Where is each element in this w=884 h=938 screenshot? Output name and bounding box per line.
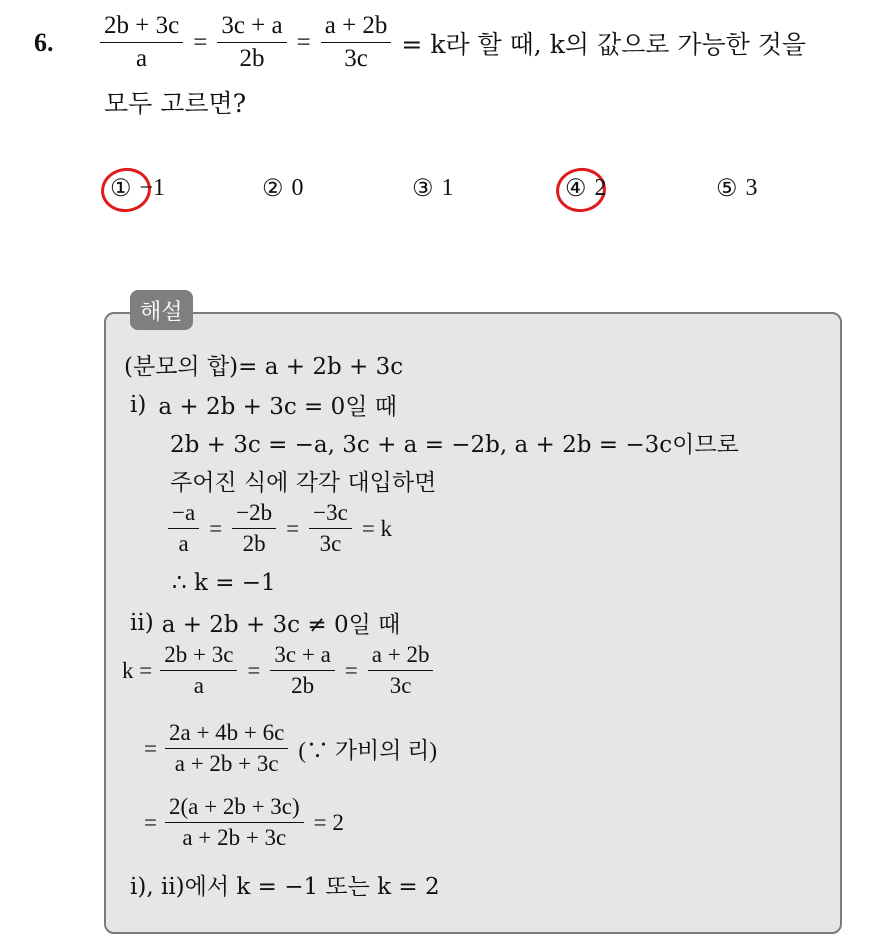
sol8-f2-den: 2b xyxy=(291,673,315,698)
sol8-fraction-1 xyxy=(160,642,237,699)
choice-2[interactable] xyxy=(262,174,304,203)
sol8-fraction-2 xyxy=(270,642,334,699)
choice-3-value: 1 xyxy=(441,175,454,201)
sol10-tail: = 2 xyxy=(313,809,344,835)
choice-4-value: 2 xyxy=(594,175,607,201)
sol8-f1-den: a xyxy=(193,673,204,698)
question-equation xyxy=(96,12,806,73)
fraction-2 xyxy=(217,12,286,73)
sol5-f3-num: −3c xyxy=(309,500,352,529)
choice-1[interactable] xyxy=(110,174,165,203)
solution-line-2 xyxy=(130,388,397,421)
sol9-lead: = xyxy=(144,735,157,761)
case-2-label: ⅱ) xyxy=(130,609,154,636)
choice-2-marker: ② xyxy=(262,176,284,202)
sol8-f1-num: 2b + 3c xyxy=(160,642,237,671)
choice-5[interactable] xyxy=(716,174,758,203)
sol5-fraction-1 xyxy=(168,500,199,557)
fraction-3 xyxy=(321,12,392,73)
choice-2-value: 0 xyxy=(291,175,304,201)
fraction-3-numerator: a + 2b xyxy=(321,12,392,43)
solution-line-11: ⅰ), ⅱ)에서 k = −1 또는 k = 2 xyxy=(130,874,440,900)
sol5-f2-den: 2b xyxy=(242,531,266,556)
fraction-1-denominator: a xyxy=(136,45,148,72)
sol9-fraction xyxy=(165,720,288,777)
case-2-text: a + 2b + 3c ≠ 0일 때 xyxy=(161,612,401,638)
sol5-f2-num: −2b xyxy=(232,500,276,529)
sol8-f3-den: 3c xyxy=(389,673,412,698)
case-1-text: a + 2b + 3c = 0일 때 xyxy=(158,394,397,420)
sol5-f1-num: −a xyxy=(168,500,199,529)
sol5-f1-den: a xyxy=(178,531,189,556)
fraction-2-denominator: 2b xyxy=(239,45,265,72)
choice-1-marker: ① xyxy=(110,176,132,202)
sol5-f3-den: 3c xyxy=(319,531,342,556)
question-text-tail: = k라 할 때, k의 값으로 가능한 것을 xyxy=(401,29,807,59)
equals-sign: = xyxy=(296,28,311,56)
sol8-f3-num: a + 2b xyxy=(368,642,434,671)
choice-1-value: −1 xyxy=(139,175,166,201)
sol10-den: a + 2b + 3c xyxy=(182,825,287,850)
fraction-1-numerator: 2b + 3c xyxy=(100,12,183,43)
choice-4[interactable] xyxy=(565,174,607,203)
sol9-num: 2a + 4b + 6c xyxy=(165,720,288,749)
sol10-num: 2(a + 2b + 3c) xyxy=(165,794,304,823)
solution-line-3: 2b + 3c = −a, 3c + a = −2b, a + 2b = −3c이므로 xyxy=(170,432,739,458)
sol8-lead: k = xyxy=(122,657,153,683)
choice-5-value: 3 xyxy=(745,175,758,201)
solution-line-4: 주어진 식에 각각 대입하면 xyxy=(170,470,437,496)
sol9-tail: (∵ 가비의 리) xyxy=(298,738,438,763)
choice-4-marker: ④ xyxy=(565,176,587,202)
sol8-fraction-3 xyxy=(368,642,434,699)
solution-line-1: (분모의 합)= a + 2b + 3c xyxy=(124,354,404,380)
sol5-fraction-3 xyxy=(309,500,352,557)
sol10-fraction xyxy=(165,794,304,851)
choice-3[interactable] xyxy=(412,174,454,203)
solution-line-5: $\frac{-a}{a}$ = $\frac{-2b}{2b}$ = $\frac{-3c}{3c}$ = k xyxy=(164,500,392,557)
fraction-3-denominator: 3c xyxy=(344,45,368,72)
fraction-2-numerator: 3c + a xyxy=(217,12,286,43)
fraction-1 xyxy=(100,12,183,73)
sol8-f2-num: 3c + a xyxy=(270,642,334,671)
solution-tab: 해설 xyxy=(130,290,193,330)
question-text-line2: 모두 고르면? xyxy=(104,89,247,118)
sol10-lead: = xyxy=(144,809,157,835)
equals-sign: = xyxy=(193,28,208,56)
sol5-tail: = k xyxy=(361,515,393,541)
solution-line-6: ∴ k = −1 xyxy=(172,570,276,596)
choice-3-marker: ③ xyxy=(412,176,434,202)
choice-5-marker: ⑤ xyxy=(716,176,738,202)
solution-line-10 xyxy=(144,794,344,851)
solution-line-9 xyxy=(144,720,437,777)
case-1-label: ⅰ) xyxy=(130,391,147,418)
sol5-fraction-2 xyxy=(232,500,276,557)
solution-line-8: k = $\frac{2b + 3c}{a}$ = $\frac{3c + a}{2b}$ = $\frac{a + 2b}{3c}$ xyxy=(122,642,437,699)
sol9-den: a + 2b + 3c xyxy=(174,751,279,776)
question-number: 6. xyxy=(34,28,54,57)
solution-line-7 xyxy=(130,606,400,639)
